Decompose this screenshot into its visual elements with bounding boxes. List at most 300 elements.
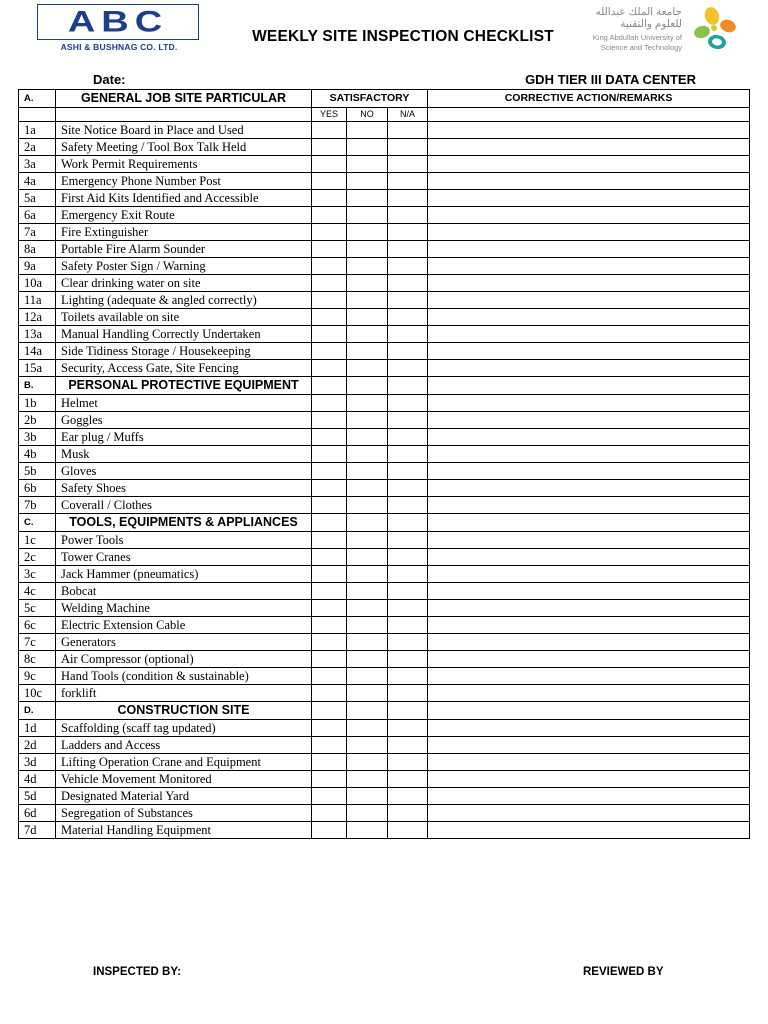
item-label: Helmet (56, 395, 312, 412)
university-name-english-line1: King Abdullah University of (592, 33, 682, 42)
yes-checkbox-cell[interactable] (312, 617, 347, 634)
yes-checkbox-cell[interactable] (312, 685, 347, 702)
kaust-emblem-icon (690, 4, 744, 56)
section-header-row (19, 377, 750, 395)
yes-checkbox-cell[interactable] (312, 241, 347, 258)
no-checkbox-cell[interactable] (347, 549, 388, 566)
no-checkbox-cell[interactable] (347, 720, 388, 737)
no-cell[interactable] (347, 514, 388, 532)
item-label: Security, Access Gate, Site Fencing (56, 360, 312, 377)
item-label: Coverall / Clothes (56, 497, 312, 514)
na-checkbox-cell[interactable] (388, 139, 428, 156)
item-label: Ladders and Access (56, 737, 312, 754)
yes-checkbox-cell[interactable] (312, 822, 347, 839)
no-checkbox-cell[interactable] (347, 224, 388, 241)
section-letter: D. (19, 702, 56, 720)
yes-checkbox-cell[interactable] (312, 207, 347, 224)
item-label: Lifting Operation Crane and Equipment (56, 754, 312, 771)
yes-checkbox-cell[interactable] (312, 600, 347, 617)
no-checkbox-cell[interactable] (347, 480, 388, 497)
yes-checkbox-cell[interactable] (312, 566, 347, 583)
section-header-row (19, 514, 750, 532)
na-checkbox-cell[interactable] (388, 532, 428, 549)
checklist-item-row (19, 463, 750, 480)
checklist-item-row (19, 583, 750, 600)
item-code: 8c (19, 651, 56, 668)
checklist-item-row (19, 122, 750, 139)
item-code: 2a (19, 139, 56, 156)
no-checkbox-cell[interactable] (347, 241, 388, 258)
remarks-cell[interactable] (428, 412, 750, 429)
item-code: 5d (19, 788, 56, 805)
no-checkbox-cell[interactable] (347, 343, 388, 360)
no-checkbox-cell[interactable] (347, 446, 388, 463)
remarks-cell[interactable] (428, 549, 750, 566)
yes-checkbox-cell[interactable] (312, 139, 347, 156)
item-label: Site Notice Board in Place and Used (56, 122, 312, 139)
na-checkbox-cell[interactable] (388, 173, 428, 190)
checklist-item-row (19, 771, 750, 788)
no-checkbox-cell[interactable] (347, 275, 388, 292)
na-checkbox-cell[interactable] (388, 190, 428, 207)
item-label: Welding Machine (56, 600, 312, 617)
yes-checkbox-cell[interactable] (312, 412, 347, 429)
na-cell[interactable] (388, 377, 428, 395)
yes-checkbox-cell[interactable] (312, 634, 347, 651)
item-code: 10c (19, 685, 56, 702)
checklist-item-row (19, 139, 750, 156)
item-label: First Aid Kits Identified and Accessible (56, 190, 312, 207)
na-checkbox-cell[interactable] (388, 480, 428, 497)
remarks-cell[interactable] (428, 497, 750, 514)
yes-checkbox-cell[interactable] (312, 583, 347, 600)
section-header-row (19, 702, 750, 720)
yes-checkbox-cell[interactable] (312, 326, 347, 343)
item-label: Lighting (adequate & angled correctly) (56, 292, 312, 309)
item-code: 2d (19, 737, 56, 754)
item-label: Hand Tools (condition & sustainable) (56, 668, 312, 685)
yes-checkbox-cell[interactable] (312, 720, 347, 737)
checklist-item-row (19, 685, 750, 702)
remarks-cell[interactable] (428, 173, 750, 190)
no-checkbox-cell[interactable] (347, 326, 388, 343)
yes-checkbox-cell[interactable] (312, 463, 347, 480)
remarks-cell[interactable] (428, 702, 750, 720)
yes-checkbox-cell[interactable] (312, 771, 347, 788)
remarks-cell[interactable] (428, 805, 750, 822)
item-label: Safety Poster Sign / Warning (56, 258, 312, 275)
item-code: 4b (19, 446, 56, 463)
checklist-item-row (19, 309, 750, 326)
item-label: Fire Extinguisher (56, 224, 312, 241)
reviewed-by-label: REVIEWED BY (583, 966, 664, 978)
checklist-item-row (19, 190, 750, 207)
item-code: 7d (19, 822, 56, 839)
item-label: Emergency Exit Route (56, 207, 312, 224)
na-checkbox-cell[interactable] (388, 241, 428, 258)
item-label: Air Compressor (optional) (56, 651, 312, 668)
remarks-cell[interactable] (428, 463, 750, 480)
yes-checkbox-cell[interactable] (312, 309, 347, 326)
no-checkbox-cell[interactable] (347, 122, 388, 139)
item-label: Bobcat (56, 583, 312, 600)
yes-checkbox-cell[interactable] (312, 754, 347, 771)
checklist-item-row (19, 532, 750, 549)
checklist-item-row (19, 788, 750, 805)
university-logo (586, 4, 746, 56)
checklist-item-row (19, 549, 750, 566)
no-checkbox-cell[interactable] (347, 173, 388, 190)
remarks-cell[interactable] (428, 617, 750, 634)
na-checkbox-cell[interactable] (388, 292, 428, 309)
remarks-cell[interactable] (428, 771, 750, 788)
section-letter: C. (19, 514, 56, 532)
checklist-item-row (19, 617, 750, 634)
yes-checkbox-cell[interactable] (312, 258, 347, 275)
item-code: 6c (19, 617, 56, 634)
no-checkbox-cell[interactable] (347, 754, 388, 771)
na-checkbox-cell[interactable] (388, 275, 428, 292)
no-checkbox-cell[interactable] (347, 497, 388, 514)
na-checkbox-cell[interactable] (388, 446, 428, 463)
checklist-item-row (19, 446, 750, 463)
no-checkbox-cell[interactable] (347, 617, 388, 634)
no-checkbox-cell[interactable] (347, 258, 388, 275)
item-label: Safety Shoes (56, 480, 312, 497)
section-title: TOOLS, EQUIPMENTS & APPLIANCES (56, 514, 312, 532)
remarks-cell[interactable] (428, 651, 750, 668)
checklist-item-row (19, 634, 750, 651)
na-checkbox-cell[interactable] (388, 805, 428, 822)
item-code: 3d (19, 754, 56, 771)
remarks-cell[interactable] (428, 566, 750, 583)
yes-checkbox-cell[interactable] (312, 156, 347, 173)
checklist-item-row (19, 173, 750, 190)
no-checkbox-cell[interactable] (347, 822, 388, 839)
item-code: 5c (19, 600, 56, 617)
na-checkbox-cell[interactable] (388, 326, 428, 343)
no-checkbox-cell[interactable] (347, 788, 388, 805)
item-label: Vehicle Movement Monitored (56, 771, 312, 788)
no-checkbox-cell[interactable] (347, 429, 388, 446)
inspected-by-label: INSPECTED BY: (93, 966, 181, 978)
item-label: Side Tidiness Storage / Housekeeping (56, 343, 312, 360)
no-checkbox-cell[interactable] (347, 309, 388, 326)
item-code: 4d (19, 771, 56, 788)
checklist-item-row (19, 412, 750, 429)
no-checkbox-cell[interactable] (347, 583, 388, 600)
na-checkbox-cell[interactable] (388, 754, 428, 771)
section-header-row (19, 90, 750, 108)
company-logo-text: ABC (67, 5, 169, 39)
university-name-arabic-line2: للعلوم والتقنية (620, 18, 682, 30)
yes-checkbox-cell[interactable] (312, 360, 347, 377)
remarks-cell[interactable] (428, 224, 750, 241)
item-code: 6d (19, 805, 56, 822)
na-checkbox-cell[interactable] (388, 583, 428, 600)
remarks-cell[interactable] (428, 275, 750, 292)
remarks-cell[interactable] (428, 429, 750, 446)
blank-cell (56, 108, 312, 122)
na-checkbox-cell[interactable] (388, 822, 428, 839)
remarks-cell[interactable] (428, 258, 750, 275)
checklist-item-row (19, 822, 750, 839)
no-checkbox-cell[interactable] (347, 463, 388, 480)
yes-checkbox-cell[interactable] (312, 805, 347, 822)
no-cell[interactable] (347, 377, 388, 395)
yes-checkbox-cell[interactable] (312, 224, 347, 241)
no-checkbox-cell[interactable] (347, 292, 388, 309)
no-checkbox-cell[interactable] (347, 566, 388, 583)
item-label: Tower Cranes (56, 549, 312, 566)
checklist-item-row (19, 224, 750, 241)
checklist-item-row (19, 395, 750, 412)
na-checkbox-cell[interactable] (388, 224, 428, 241)
no-checkbox-cell[interactable] (347, 634, 388, 651)
item-code: 6b (19, 480, 56, 497)
checklist-body (19, 90, 750, 839)
yes-checkbox-cell[interactable] (312, 651, 347, 668)
na-checkbox-cell[interactable] (388, 737, 428, 754)
item-code: 12a (19, 309, 56, 326)
na-checkbox-cell[interactable] (388, 122, 428, 139)
na-checkbox-cell[interactable] (388, 788, 428, 805)
no-checkbox-cell[interactable] (347, 395, 388, 412)
checklist-item-row (19, 326, 750, 343)
checklist-item-row (19, 754, 750, 771)
no-checkbox-cell[interactable] (347, 805, 388, 822)
item-label: Clear drinking water on site (56, 275, 312, 292)
item-code: 1a (19, 122, 56, 139)
project-name: GDH TIER III DATA CENTER (525, 72, 696, 87)
remarks-cell[interactable] (428, 156, 750, 173)
checklist-item-row (19, 720, 750, 737)
na-checkbox-cell[interactable] (388, 360, 428, 377)
no-header: NO (347, 108, 388, 122)
remarks-cell[interactable] (428, 292, 750, 309)
no-checkbox-cell[interactable] (347, 668, 388, 685)
section-letter: B. (19, 377, 56, 395)
yes-checkbox-cell[interactable] (312, 788, 347, 805)
item-code: 1c (19, 532, 56, 549)
yes-cell[interactable] (312, 514, 347, 532)
checklist-item-row (19, 651, 750, 668)
item-label: Power Tools (56, 532, 312, 549)
remarks-cell[interactable] (428, 668, 750, 685)
remarks-cell[interactable] (428, 600, 750, 617)
yes-checkbox-cell[interactable] (312, 275, 347, 292)
item-code: 3b (19, 429, 56, 446)
item-code: 3c (19, 566, 56, 583)
remarks-cell[interactable] (428, 720, 750, 737)
na-checkbox-cell[interactable] (388, 634, 428, 651)
remarks-cell[interactable] (428, 514, 750, 532)
remarks-cell[interactable] (428, 634, 750, 651)
remarks-cell[interactable] (428, 377, 750, 395)
na-cell[interactable] (388, 514, 428, 532)
checklist-item-row (19, 207, 750, 224)
checklist-item-row (19, 480, 750, 497)
na-checkbox-cell[interactable] (388, 463, 428, 480)
item-label: Segregation of Substances (56, 805, 312, 822)
company-name: ASHI & BUSHNAG CO. LTD. (60, 42, 178, 52)
item-code: 14a (19, 343, 56, 360)
item-code: 1b (19, 395, 56, 412)
na-checkbox-cell[interactable] (388, 566, 428, 583)
na-checkbox-cell[interactable] (388, 600, 428, 617)
remarks-cell[interactable] (428, 480, 750, 497)
remarks-cell[interactable] (428, 309, 750, 326)
checklist-item-row (19, 360, 750, 377)
item-label: Jack Hammer (pneumatics) (56, 566, 312, 583)
remarks-cell[interactable] (428, 122, 750, 139)
yes-checkbox-cell[interactable] (312, 173, 347, 190)
yes-checkbox-cell[interactable] (312, 429, 347, 446)
item-label: Portable Fire Alarm Sounder (56, 241, 312, 258)
na-checkbox-cell[interactable] (388, 651, 428, 668)
no-checkbox-cell[interactable] (347, 190, 388, 207)
checklist-item-row (19, 241, 750, 258)
no-cell[interactable] (347, 702, 388, 720)
remarks-cell[interactable] (428, 207, 750, 224)
section-title: PERSONAL PROTECTIVE EQUIPMENT (56, 377, 312, 395)
remarks-cell[interactable] (428, 241, 750, 258)
remarks-cell[interactable] (428, 395, 750, 412)
checklist-item-row (19, 566, 750, 583)
item-code: 15a (19, 360, 56, 377)
remarks-cell[interactable] (428, 822, 750, 839)
na-checkbox-cell[interactable] (388, 497, 428, 514)
item-label: Designated Material Yard (56, 788, 312, 805)
section-title: CONSTRUCTION SITE (56, 702, 312, 720)
na-checkbox-cell[interactable] (388, 412, 428, 429)
remarks-cell[interactable] (428, 754, 750, 771)
checklist-item-row (19, 805, 750, 822)
no-checkbox-cell[interactable] (347, 600, 388, 617)
remarks-cell[interactable] (428, 360, 750, 377)
yes-checkbox-cell[interactable] (312, 737, 347, 754)
na-checkbox-cell[interactable] (388, 343, 428, 360)
item-code: 6a (19, 207, 56, 224)
item-label: Goggles (56, 412, 312, 429)
university-name-arabic-line1: جامعة الملك عبدالله (595, 6, 682, 18)
item-code: 3a (19, 156, 56, 173)
yes-checkbox-cell[interactable] (312, 190, 347, 207)
yes-checkbox-cell[interactable] (312, 668, 347, 685)
item-code: 2c (19, 549, 56, 566)
item-label: Emergency Phone Number Post (56, 173, 312, 190)
item-label: Manual Handling Correctly Undertaken (56, 326, 312, 343)
na-checkbox-cell[interactable] (388, 685, 428, 702)
yes-checkbox-cell[interactable] (312, 343, 347, 360)
no-checkbox-cell[interactable] (347, 685, 388, 702)
item-label: Scaffolding (scaff tag updated) (56, 720, 312, 737)
remarks-cell[interactable] (428, 685, 750, 702)
checklist-item-row (19, 737, 750, 754)
item-code: 8a (19, 241, 56, 258)
na-checkbox-cell[interactable] (388, 668, 428, 685)
checklist-item-row (19, 292, 750, 309)
remarks-cell[interactable] (428, 343, 750, 360)
no-checkbox-cell[interactable] (347, 737, 388, 754)
no-checkbox-cell[interactable] (347, 207, 388, 224)
no-checkbox-cell[interactable] (347, 139, 388, 156)
yes-checkbox-cell[interactable] (312, 395, 347, 412)
yes-checkbox-cell[interactable] (312, 549, 347, 566)
item-code: 11a (19, 292, 56, 309)
yes-header: YES (312, 108, 347, 122)
checklist-item-row (19, 429, 750, 446)
na-checkbox-cell[interactable] (388, 617, 428, 634)
remarks-cell[interactable] (428, 532, 750, 549)
item-label: Generators (56, 634, 312, 651)
na-checkbox-cell[interactable] (388, 309, 428, 326)
inspection-checklist-table (18, 89, 750, 839)
no-checkbox-cell[interactable] (347, 360, 388, 377)
no-checkbox-cell[interactable] (347, 771, 388, 788)
item-code: 13a (19, 326, 56, 343)
section-letter: A. (19, 90, 56, 108)
yes-checkbox-cell[interactable] (312, 532, 347, 549)
item-label: Musk (56, 446, 312, 463)
checklist-item-row (19, 600, 750, 617)
yes-checkbox-cell[interactable] (312, 292, 347, 309)
na-cell[interactable] (388, 702, 428, 720)
na-checkbox-cell[interactable] (388, 720, 428, 737)
item-label: forklift (56, 685, 312, 702)
blank-cell (19, 108, 56, 122)
no-checkbox-cell[interactable] (347, 412, 388, 429)
item-label: Gloves (56, 463, 312, 480)
remarks-cell[interactable] (428, 788, 750, 805)
remarks-cell[interactable] (428, 326, 750, 343)
yes-cell[interactable] (312, 702, 347, 720)
checklist-item-row (19, 497, 750, 514)
na-checkbox-cell[interactable] (388, 156, 428, 173)
na-checkbox-cell[interactable] (388, 207, 428, 224)
item-label: Toilets available on site (56, 309, 312, 326)
remarks-cell[interactable] (428, 737, 750, 754)
na-checkbox-cell[interactable] (388, 395, 428, 412)
checklist-item-row (19, 156, 750, 173)
na-checkbox-cell[interactable] (388, 771, 428, 788)
remarks-cell[interactable] (428, 446, 750, 463)
na-checkbox-cell[interactable] (388, 258, 428, 275)
item-code: 4c (19, 583, 56, 600)
item-label: Work Permit Requirements (56, 156, 312, 173)
checklist-item-row (19, 343, 750, 360)
yes-checkbox-cell[interactable] (312, 497, 347, 514)
item-label: Electric Extension Cable (56, 617, 312, 634)
na-checkbox-cell[interactable] (388, 429, 428, 446)
na-checkbox-cell[interactable] (388, 549, 428, 566)
no-checkbox-cell[interactable] (347, 532, 388, 549)
no-checkbox-cell[interactable] (347, 156, 388, 173)
remarks-cell[interactable] (428, 190, 750, 207)
remarks-cell[interactable] (428, 583, 750, 600)
item-code: 10a (19, 275, 56, 292)
yes-checkbox-cell[interactable] (312, 446, 347, 463)
yes-cell[interactable] (312, 377, 347, 395)
no-checkbox-cell[interactable] (347, 651, 388, 668)
column-subheader-row (19, 108, 750, 122)
remarks-cell[interactable] (428, 139, 750, 156)
item-code: 9a (19, 258, 56, 275)
item-code: 5a (19, 190, 56, 207)
yes-checkbox-cell[interactable] (312, 122, 347, 139)
item-code: 4a (19, 173, 56, 190)
yes-checkbox-cell[interactable] (312, 480, 347, 497)
